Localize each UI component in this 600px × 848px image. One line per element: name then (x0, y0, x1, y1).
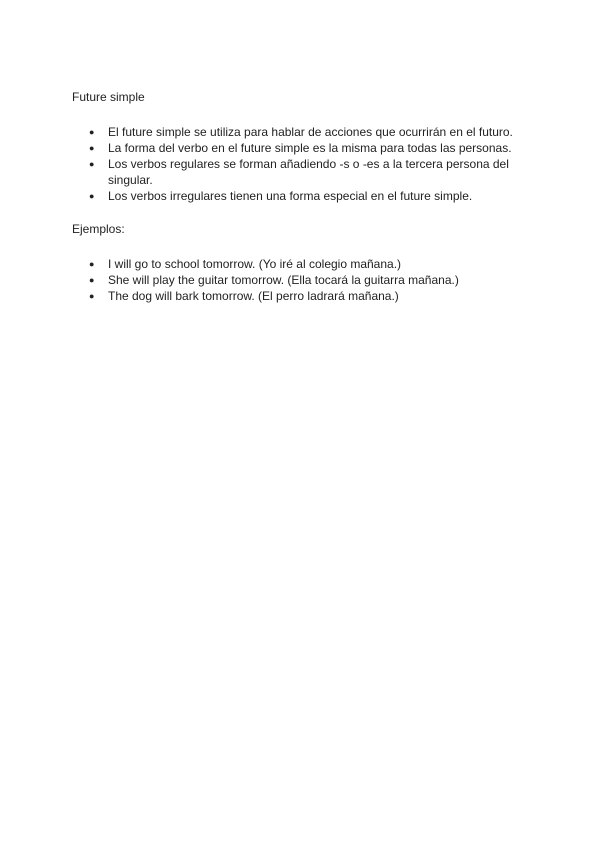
bullet-icon: ● (89, 259, 95, 269)
list-item: ● Los verbos irregulares tienen una forma especial en el future simple. (89, 189, 473, 203)
list-item: ● The dog will bark tomorrow. (El perro ladrará mañana.) (89, 289, 399, 303)
list-item: ● El future simple se utiliza para hablar de acciones que ocurrirán en el futuro. (89, 125, 513, 139)
list-item: ● Los verbos regulares se forman añadiendo -s o -es a la tercera persona del singular. (89, 157, 509, 187)
bullet-icon: ● (89, 127, 95, 137)
rules-list (72, 124, 532, 204)
bullet-icon: ● (89, 159, 95, 169)
bullet-icon: ● (89, 191, 95, 201)
list-item: ● La forma del verbo en el future simple es la misma para todas las personas. (89, 141, 512, 155)
bullet-icon: ● (89, 275, 95, 285)
list-item: ● She will play the guitar tomorrow. (Ella tocará la guitarra mañana.) (89, 273, 459, 287)
list-item: ● I will go to school tomorrow. (Yo iré al colegio mañana.) (89, 257, 402, 271)
bullet-icon: ● (89, 143, 95, 153)
examples-heading: Ejemplos: (72, 222, 125, 236)
bullet-icon: ● (89, 291, 95, 301)
examples-list (72, 256, 532, 304)
document-title: Future simple (72, 90, 145, 104)
